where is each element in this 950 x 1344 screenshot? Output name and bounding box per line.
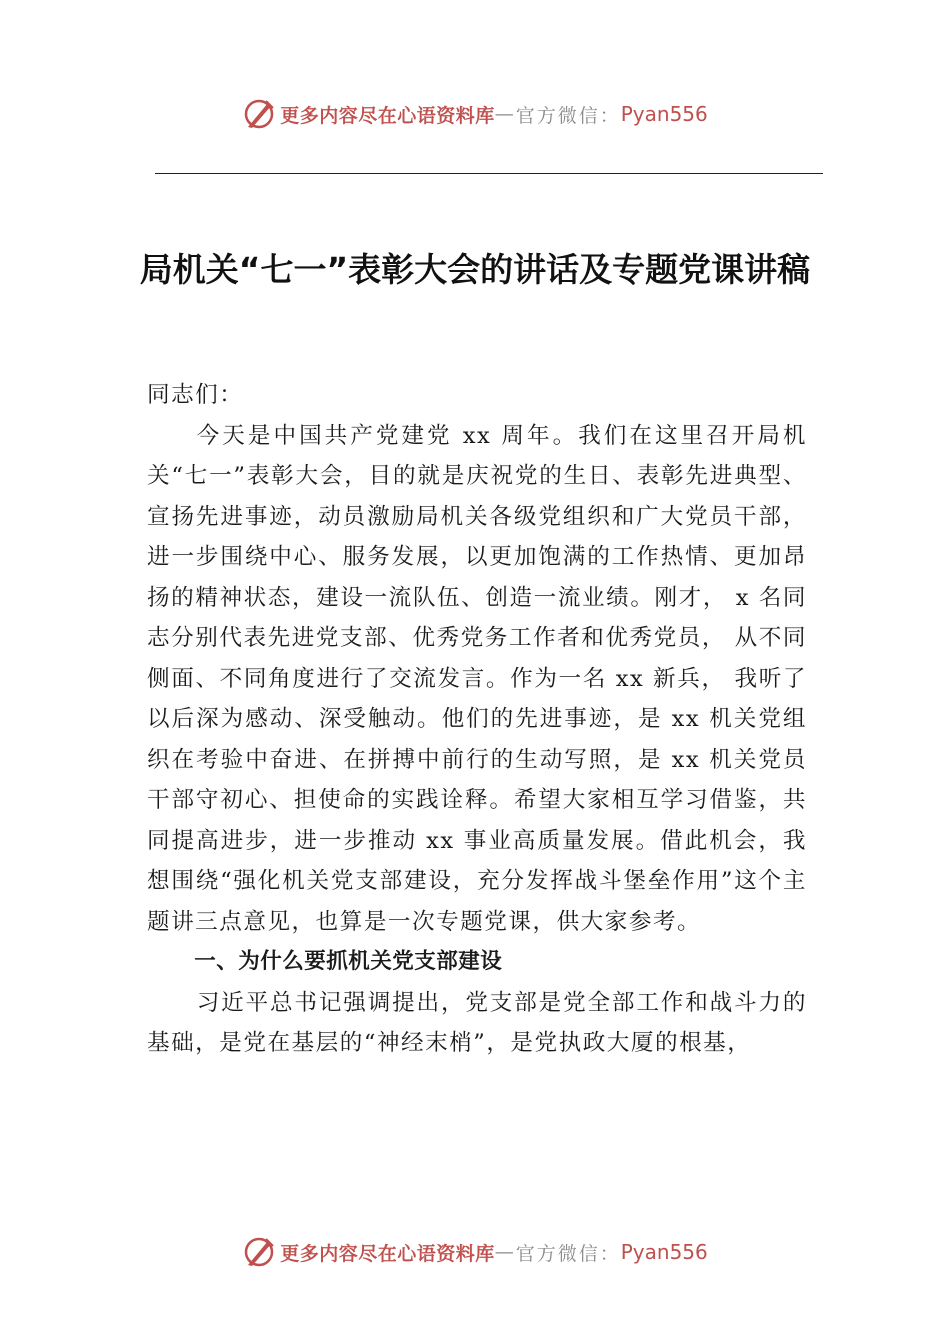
footer-watermark	[0, 1232, 950, 1272]
watermark-dash: —	[494, 103, 516, 125]
document-title: 局机关“七一”表彰大会的讲话及专题党课讲稿	[139, 250, 811, 289]
watermark-wechat-id: Pyan556	[620, 1240, 708, 1264]
quill-logo-icon	[242, 97, 276, 131]
document-body	[147, 375, 807, 1064]
quill-logo-icon	[242, 1235, 276, 1269]
watermark-site-name: 更多内容尽在心语资料库	[280, 104, 495, 127]
watermark-wechat-label: 官方微信：	[515, 1242, 621, 1265]
section-heading-1: 一、为什么要抓机关党支部建设	[194, 949, 503, 974]
watermark-wechat-label: 官方微信：	[515, 104, 621, 127]
body-paragraph-1: 今天是中国共产党建党 xx 周年。我们在这里召开局机关“七一”表彰大会，目的就是庆祝党的生日、表彰先进典型、宣扬先进事迹，动员激励局机关各级党组织和广大党员干部，进一步围绕中心、服务发展，以更加饱满的工作热情、更加昂扬的精神状态，建设一流队伍、创造一流业绩。刚才， x 名同志分别代表先进党支部、优秀党务工作者和优秀党员， 从不同侧面、不同角度进行了交流发言。作为一名 xx 新兵， 我听了以后深为感动、深受触动。他们的先进事迹，是 xx 机关党组织在考验中奋进、在拼搏中前行的生动写照，是 xx 机关党员干部守初心、担使命的实践诠释。希望大家相互学习借鉴，共同提高进步，进一步推动 xx 事业高质量发展。借此机会，我想围绕“强化机关党支部建设，充分发挥战斗堡垒作用”这个主题讲三点意见，也算是一次专题党课，供大家参考。	[147, 422, 807, 935]
watermark-wechat-id: Pyan556	[620, 102, 708, 126]
header-watermark	[0, 94, 950, 134]
salutation: 同志们：	[147, 382, 244, 408]
body-paragraph-2: 习近平总书记强调提出，党支部是党全部工作和战斗力的基础，是党在基层的“神经末梢”，是党执政大厦的根基，	[147, 989, 807, 1056]
watermark-dash: —	[494, 1241, 516, 1263]
header-divider	[155, 173, 823, 174]
watermark-site-name: 更多内容尽在心语资料库	[280, 1242, 495, 1265]
